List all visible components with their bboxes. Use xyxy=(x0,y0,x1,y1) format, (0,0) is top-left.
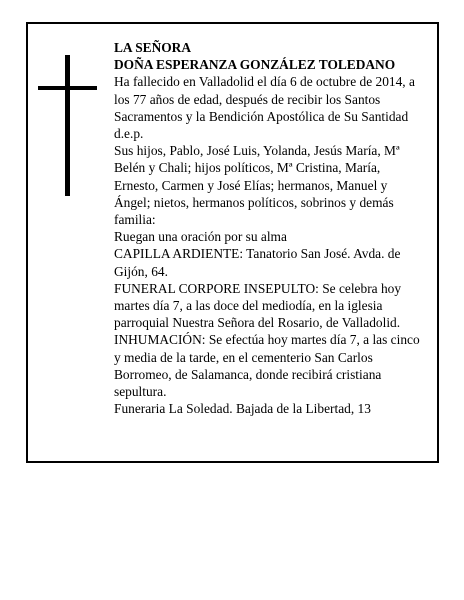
cross-icon xyxy=(38,55,97,196)
chapel-info: CAPILLA ARDIENTE: Tanatorio San José. Avda. de Gijón, 64. xyxy=(114,246,401,279)
obituary-text xyxy=(114,39,424,417)
funeral-home-info: Funeraria La Soledad. Bajada de la Libertad, 13 xyxy=(114,401,371,417)
heading-title: LA SEÑORA xyxy=(114,40,192,55)
deceased-name: DOÑA ESPERANZA GONZÁLEZ TOLEDANO xyxy=(114,57,396,73)
funeral-info: FUNERAL CORPORE INSEPULTO: Se celebra hoy martes día 7, a las doce del mediodía, en la iglesia parroquial Nuestra Señora del Rosario, de Valladolid. xyxy=(114,280,402,331)
burial-info: INHUMACIÓN: Se efectúa hoy martes día 7, a las cinco y media de la tarde, en el cementerio San Carlos Borromeo, de Salamanca, donde recibirá cristiana sepultura. xyxy=(114,332,420,400)
cross-vertical-bar xyxy=(65,55,70,196)
prayer-request: Ruegan una oración por su alma xyxy=(114,229,287,245)
cross-horizontal-bar xyxy=(38,86,97,90)
death-announcement: Ha fallecido en Valladolid el día 6 de octubre de 2014, a los 77 años de edad, después de recibir los Santos Sacramentos y la Bendición Apostólica de Su Santidad d.e.p. xyxy=(114,74,415,142)
family-list: Sus hijos, Pablo, José Luis, Yolanda, Jesús María, Mª Belén y Chali; hijos políticos, Mª Cristina, María, Ernesto, Carmen y José Elías; hermanos, Manuel y Ángel; nietos, hermanos políticos, sobrinos y demás familia: xyxy=(114,143,400,228)
